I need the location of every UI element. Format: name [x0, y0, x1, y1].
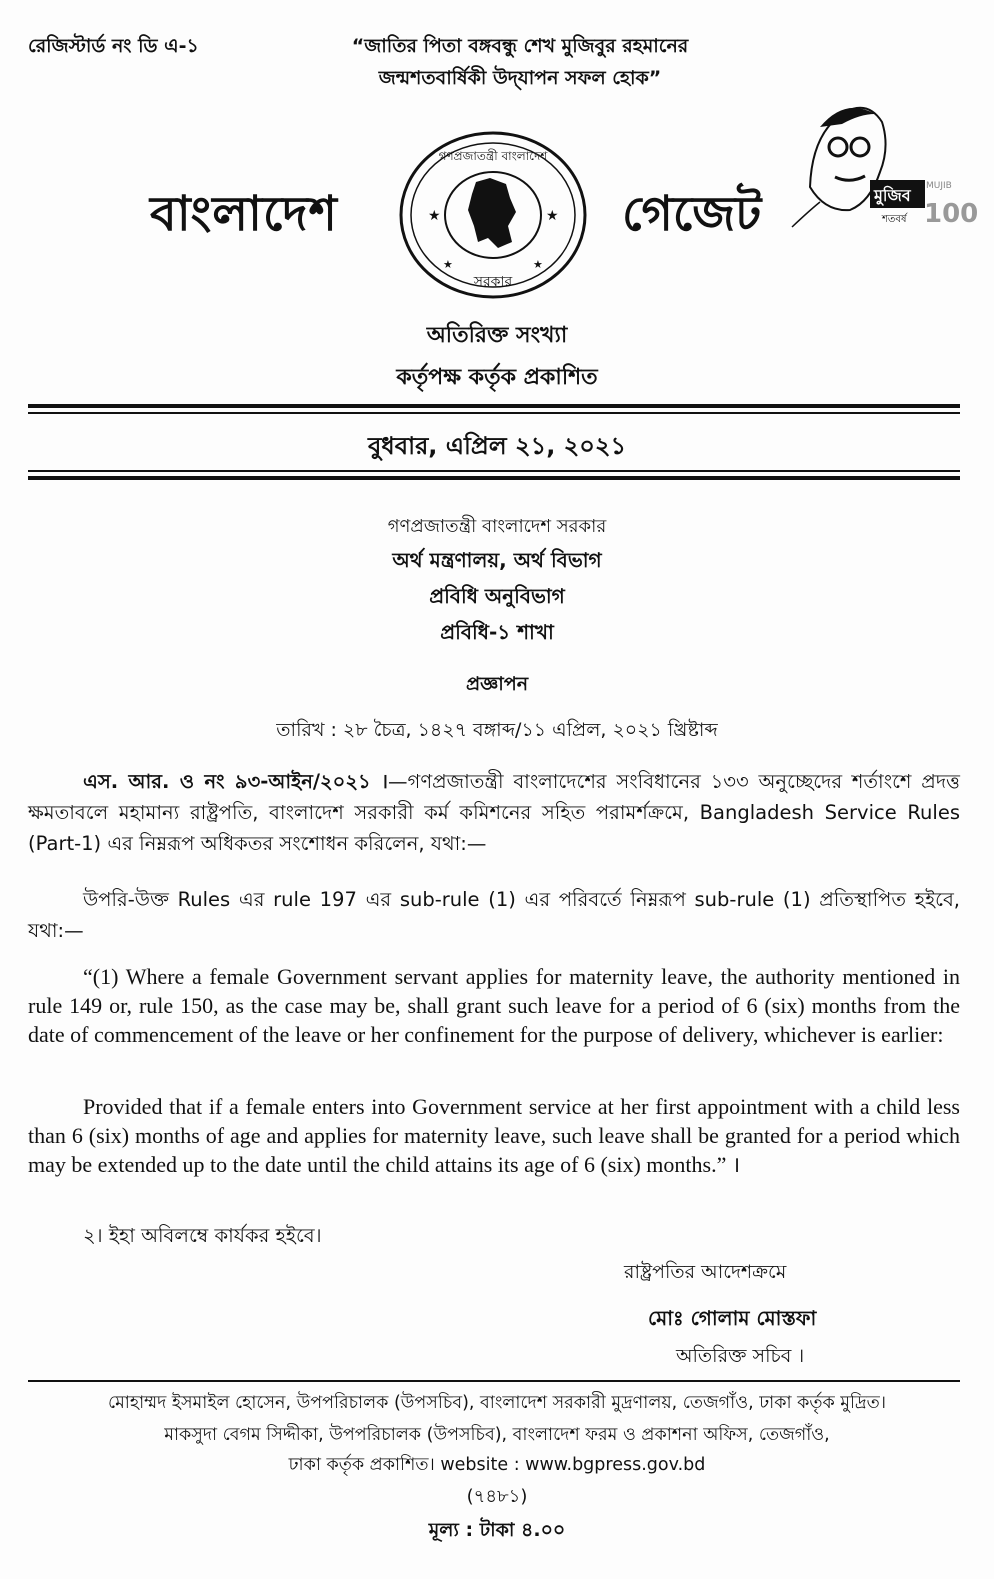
seal-bottom-text: সরকার	[473, 274, 513, 290]
logo-subtext: শতবর্ষ	[882, 214, 907, 225]
paragraph-1	[28, 766, 960, 859]
slogan-line-1: “জাতির পিতা বঙ্গবন্ধু শেখ মুজিবুর রহমানের	[351, 35, 689, 57]
division-name: প্রবিধি অনুবিভাগ	[429, 584, 565, 608]
header-rule-bottom-thin	[28, 470, 960, 472]
paragraph-2: উপরি-উক্ত Rules এর rule 197 এর sub-rule (1) এর পরিবর্তে নিম্নরূপ sub-rule (1) প্রতিস্থাপিত হইবে, যথা:—	[28, 888, 960, 942]
paragraph-5-effect: ২। ইহা অবিলম্বে কার্যকর হইবে।	[83, 1224, 322, 1247]
logo-text: মুজিব	[874, 186, 911, 205]
centenary-slogan	[300, 30, 740, 94]
branch-name: প্রবিধি-১ শাখা	[440, 620, 554, 644]
signatory-name: মোঃ গোলাম মোস্তফা	[648, 1306, 817, 1330]
svg-text:★: ★	[443, 258, 453, 271]
paragraph-3-rule-text: “(1) Where a female Government servant applies for maternity leave, the authority mentioned in rule 149 or, rule 150, as the case may be, shall grant such leave for a period of 6 (six) months from the date of commencement of the leave or her confinement for the purpose of delivery, whichever is earlier:	[28, 964, 960, 1047]
government-seal-icon	[398, 130, 588, 300]
logo-latin: MUJIB	[926, 181, 952, 191]
price: মূল্য : টাকা ৪.০০	[428, 1519, 566, 1541]
gazette-title-left: বাংলাদেশ	[150, 186, 338, 242]
registered-number: রেজিস্টার্ড নং ডি এ-১	[28, 35, 199, 57]
notification-heading: প্রজ্ঞাপন	[465, 673, 529, 695]
page-number: (৭৪৮১)	[466, 1486, 528, 1507]
paragraph-4-proviso: Provided that if a female enters into Government service at her first appointment with a child less than 6 (six) months of age and applies for maternity leave, such leave shall be granted for a period which may be extended up to the date until the child attains its age of 6 (six) months.” ।	[28, 1094, 960, 1177]
slogan-line-2: জন্মশতবার্ষিকী উদ্‌যাপন সফল হোক”	[378, 67, 662, 89]
header-rule-top	[28, 404, 960, 408]
header-rule-bottom	[28, 476, 960, 480]
published-by-authority: কর্তৃপক্ষ কর্তৃক প্রকাশিত	[396, 365, 598, 390]
header-rule-top-thin	[28, 412, 960, 414]
svg-text:★: ★	[533, 258, 543, 271]
paragraph-1-text: —গণপ্রজাতন্ত্রী বাংলাদেশের সংবিধানের ১৩৩ অনুচ্ছেদের শর্তাংশে প্রদত্ত ক্ষমতাবলে মহামান্য রাষ্ট্রপতি, বাংলাদেশ সরকারী কর্ম কমিশনের সহিত পরামর্শক্রমে, Bangladesh Service Rules (Part-1) এর নিম্নরূপ অধিকতর সংশোধন করিলেন, যথা:—	[28, 770, 961, 855]
ministry-name: অর্থ মন্ত্রণালয়, অর্থ বিভাগ	[392, 548, 602, 572]
svg-text:★: ★	[428, 208, 441, 224]
government-name: গণপ্রজাতন্ত্রী বাংলাদেশ সরকার	[387, 516, 607, 537]
gazette-date: বুধবার, এপ্রিল ২১, ২০২১	[367, 432, 627, 460]
mujib-centenary-logo-icon	[790, 92, 979, 232]
gazette-title-right: গেজেট	[622, 186, 762, 242]
signatory-designation: অতিরিক্ত সচিব ।	[676, 1345, 805, 1367]
logo-number: 100	[924, 199, 979, 229]
footer-rule	[28, 1380, 960, 1382]
notification-date: তারিখ : ২৮ চৈত্র, ১৪২৭ বঙ্গাব্দ/১১ এপ্রিল, ২০২১ খ্রিষ্টাব্দ	[276, 719, 718, 741]
by-order-of-president: রাষ্ট্রপতির আদেশক্রমে	[624, 1261, 787, 1283]
seal-top-text: গণপ্রজাতন্ত্রী বাংলাদেশ	[438, 149, 548, 163]
sro-number: এস. আর. ও নং ৯৩-আইন/২০২১ ।	[83, 770, 389, 793]
svg-text:★: ★	[546, 208, 559, 224]
footer-website-line: ঢাকা কর্তৃক প্রকাশিত। website : www.bgpress.gov.bd	[288, 1455, 706, 1475]
footer-publisher-line: মাকসুদা বেগম সিদ্দীকা, উপপরিচালক (উপসচিব), বাংলাদেশ ফরম ও প্রকাশনা অফিস, তেজগাঁও,	[164, 1425, 830, 1445]
extra-issue: অতিরিক্ত সংখ্যা	[426, 323, 568, 348]
footer-printer-line: মোহাম্মদ ইসমাইল হোসেন, উপপরিচালক (উপসচিব), বাংলাদেশ সরকারী মুদ্রণালয়, তেজগাঁও, ঢাকা কর্তৃক মুদ্রিত।	[107, 1393, 887, 1413]
